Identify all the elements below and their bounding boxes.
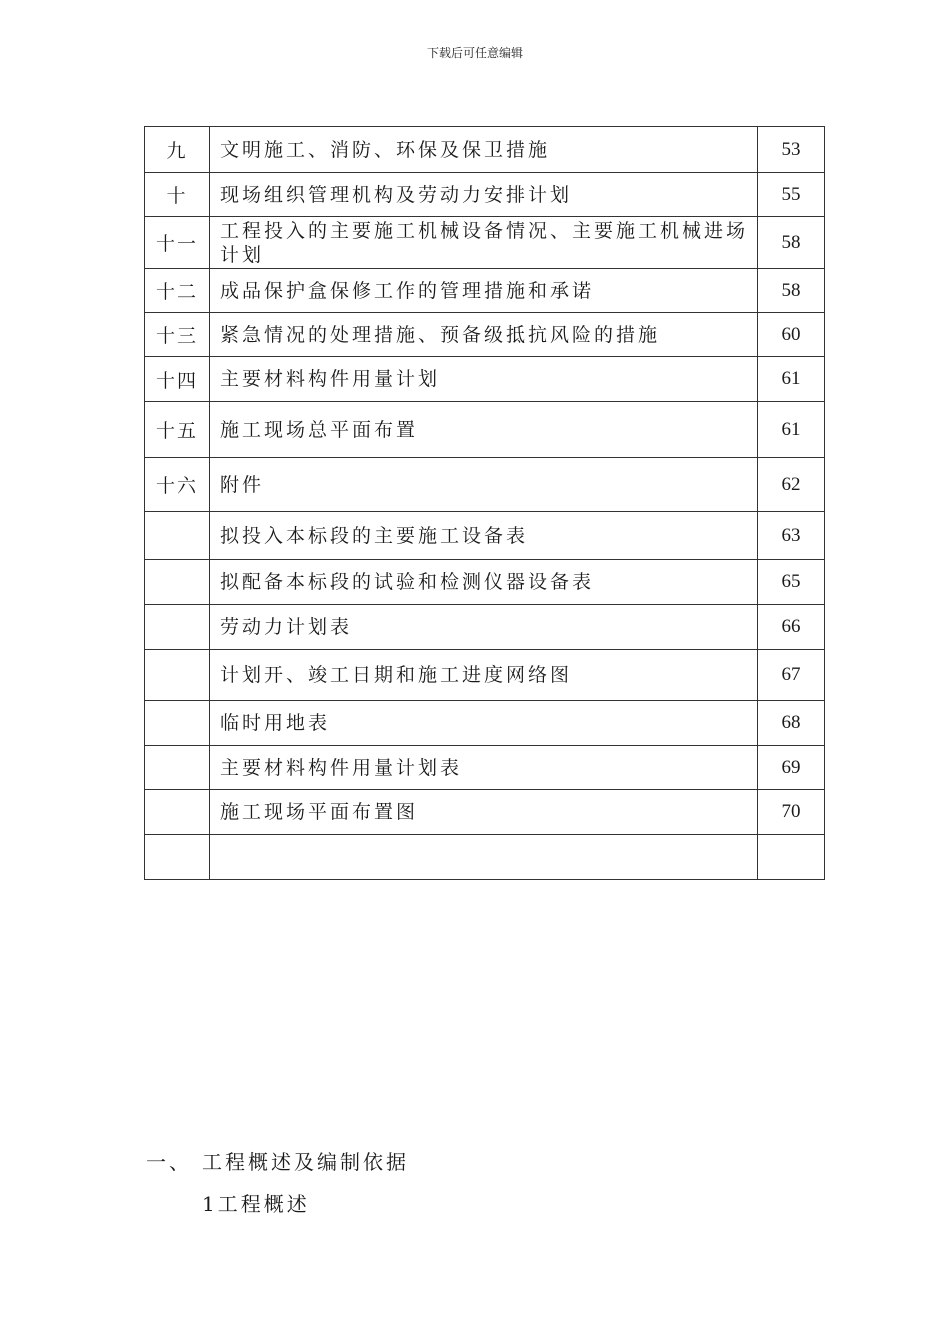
toc-page: 66 (758, 605, 825, 650)
toc-title: 附件 (210, 458, 758, 512)
toc-title: 文明施工、消防、环保及保卫措施 (210, 127, 758, 173)
toc-number (145, 835, 210, 880)
toc-title (210, 835, 758, 880)
toc-number: 十三 (145, 313, 210, 357)
toc-title: 劳动力计划表 (210, 605, 758, 650)
toc-number (145, 701, 210, 746)
toc-number: 十五 (145, 402, 210, 458)
table-row (145, 269, 825, 313)
toc-number (145, 560, 210, 605)
table-row (145, 701, 825, 746)
table-row (145, 746, 825, 790)
toc-page (758, 835, 825, 880)
toc-title: 主要材料构件用量计划表 (210, 746, 758, 790)
table-row (145, 560, 825, 605)
toc-page: 55 (758, 173, 825, 217)
toc-page: 61 (758, 402, 825, 458)
toc-page: 65 (758, 560, 825, 605)
toc-number (145, 605, 210, 650)
toc-page: 53 (758, 127, 825, 173)
subsection-heading: 1工程概述 (202, 1192, 310, 1216)
toc-number: 十二 (145, 269, 210, 313)
toc-number: 十 (145, 173, 210, 217)
toc-title: 现场组织管理机构及劳动力安排计划 (210, 173, 758, 217)
toc-page: 61 (758, 357, 825, 402)
toc-title: 拟配备本标段的试验和检测仪器设备表 (210, 560, 758, 605)
table-row (145, 217, 825, 269)
toc-number (145, 650, 210, 701)
page-header: 下载后可任意编辑 (426, 46, 523, 60)
toc-page: 67 (758, 650, 825, 701)
toc-title: 工程投入的主要施工机械设备情况、主要施工机械进场计划 (210, 217, 758, 269)
toc-title: 成品保护盒保修工作的管理措施和承诺 (210, 269, 758, 313)
toc-page: 63 (758, 512, 825, 560)
table-row (145, 402, 825, 458)
toc-page: 68 (758, 701, 825, 746)
toc-title: 计划开、竣工日期和施工进度网络图 (210, 650, 758, 701)
toc-page: 58 (758, 269, 825, 313)
toc-number (145, 512, 210, 560)
toc-number: 十一 (145, 217, 210, 269)
toc-page: 70 (758, 790, 825, 835)
section-number: 一、 (146, 1150, 192, 1174)
table-row (145, 173, 825, 217)
table-row (145, 790, 825, 835)
toc-title: 紧急情况的处理措施、预备级抵抗风险的措施 (210, 313, 758, 357)
toc-number: 十四 (145, 357, 210, 402)
toc-title: 拟投入本标段的主要施工设备表 (210, 512, 758, 560)
toc-page: 60 (758, 313, 825, 357)
table-row (145, 605, 825, 650)
table-row (145, 357, 825, 402)
table-row (145, 127, 825, 173)
toc-number (145, 746, 210, 790)
toc-title: 主要材料构件用量计划 (210, 357, 758, 402)
table-row (145, 313, 825, 357)
table-row (145, 835, 825, 880)
section-title: 工程概述及编制依据 (202, 1150, 409, 1174)
toc-page: 69 (758, 746, 825, 790)
table-of-contents (144, 126, 825, 880)
table-row (145, 650, 825, 701)
toc-title: 临时用地表 (210, 701, 758, 746)
toc-page: 58 (758, 217, 825, 269)
toc-number (145, 790, 210, 835)
toc-number: 十六 (145, 458, 210, 512)
toc-title: 施工现场总平面布置 (210, 402, 758, 458)
table-row (145, 512, 825, 560)
table-row (145, 458, 825, 512)
toc-number: 九 (145, 127, 210, 173)
section-heading (146, 1146, 409, 1175)
toc-page: 62 (758, 458, 825, 512)
toc-title: 施工现场平面布置图 (210, 790, 758, 835)
